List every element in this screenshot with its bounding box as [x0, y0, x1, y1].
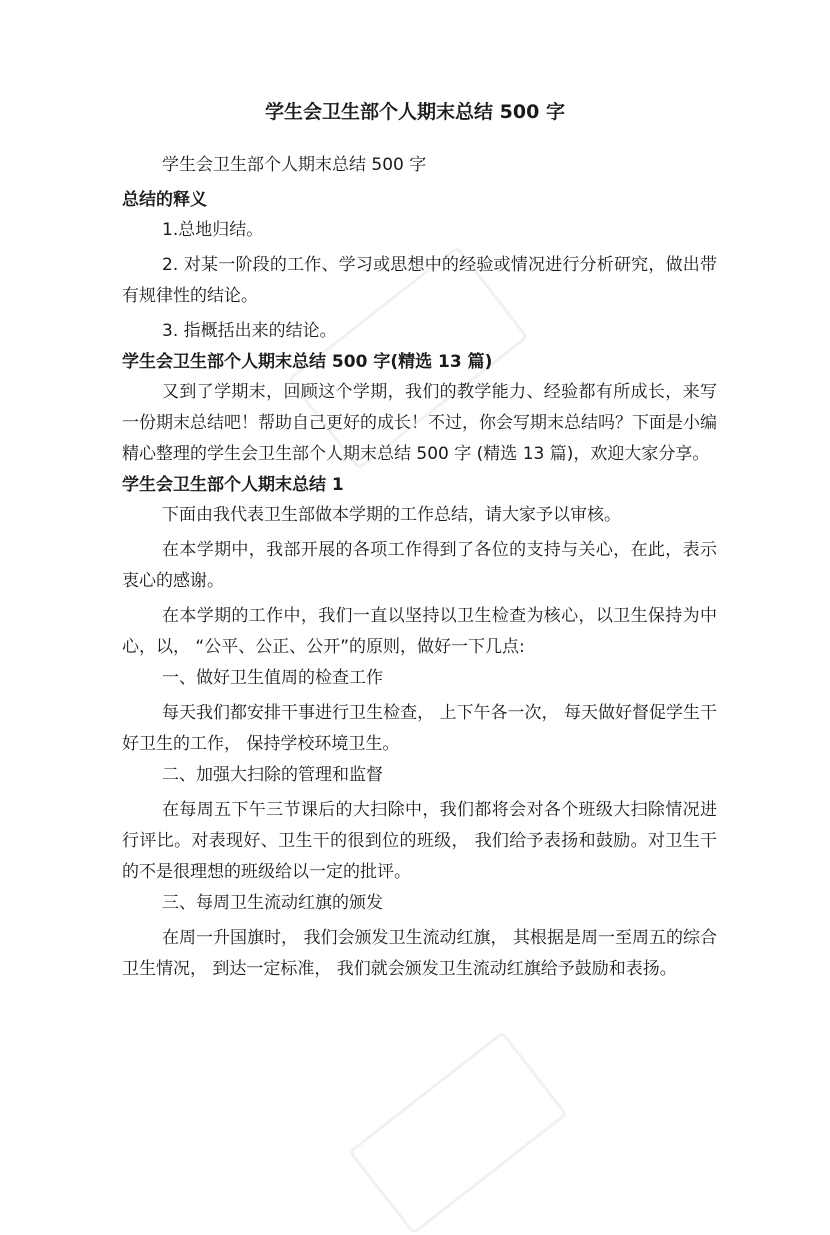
section-heading: 学生会卫生部个人期末总结 500 字(精选 13 篇)	[122, 352, 493, 372]
body-paragraph: 1.总地归结。	[162, 220, 264, 240]
body-paragraph: 在本学期的工作中，我们一直以坚持以卫生检查为核心，以卫生保持为中心，以， “公平、公正、公开”的原则，做好一下几点:	[122, 606, 717, 657]
body-paragraph: 3. 指概括出来的结论。	[162, 321, 337, 341]
document-title: 学生会卫生部个人期末总结 500 字	[265, 101, 565, 123]
subsection-heading: 二、加强大扫除的管理和监督	[162, 765, 383, 785]
body-paragraph: 每天我们都安排干事进行卫生检查， 上下午各一次， 每天做好督促学生干好卫生的工作， 保持学校环境卫生。	[122, 703, 717, 754]
subsection-heading: 一、做好卫生值周的检查工作	[162, 668, 383, 688]
body-paragraph: 又到了学期末，回顾这个学期，我们的教学能力、经验都有所成长，来写一份期末总结吧！帮助自己更好的成长！不过，你会写期末总结吗？下面是小编精心整理的学生会卫生部个人期末总结 500 字 (精选 13 篇)，欢迎大家分享。	[122, 382, 717, 464]
section-heading: 总结的释义	[122, 190, 207, 210]
section-heading: 学生会卫生部个人期末总结 1	[122, 475, 344, 495]
body-paragraph: 学生会卫生部个人期末总结 500 字	[162, 155, 427, 175]
body-paragraph: 在本学期中，我部开展的各项工作得到了各位的支持与关心，在此，表示衷心的感谢。	[122, 540, 717, 591]
document-body	[122, 150, 717, 989]
body-paragraph: 在每周五下午三节课后的大扫除中，我们都将会对各个班级大扫除情况进行评比。对表现好、卫生干的很到位的班级， 我们给予表扬和鼓励。对卫生干的不是很理想的班级给以一定的批评。	[122, 800, 717, 882]
body-paragraph: 下面由我代表卫生部做本学期的工作总结，请大家予以审核。	[162, 505, 621, 525]
body-paragraph: 2. 对某一阶段的工作、学习或思想中的经验或情况进行分析研究，做出带有规律性的结论。	[122, 255, 717, 306]
subsection-heading: 三、每周卫生流动红旗的颁发	[162, 893, 383, 913]
watermark-stamp	[348, 1031, 568, 1235]
body-paragraph: 在周一升国旗时， 我们会颁发卫生流动红旗， 其根据是周一至周五的综合卫生情况， 到达一定标准， 我们就会颁发卫生流动红旗给予鼓励和表扬。	[122, 928, 717, 979]
